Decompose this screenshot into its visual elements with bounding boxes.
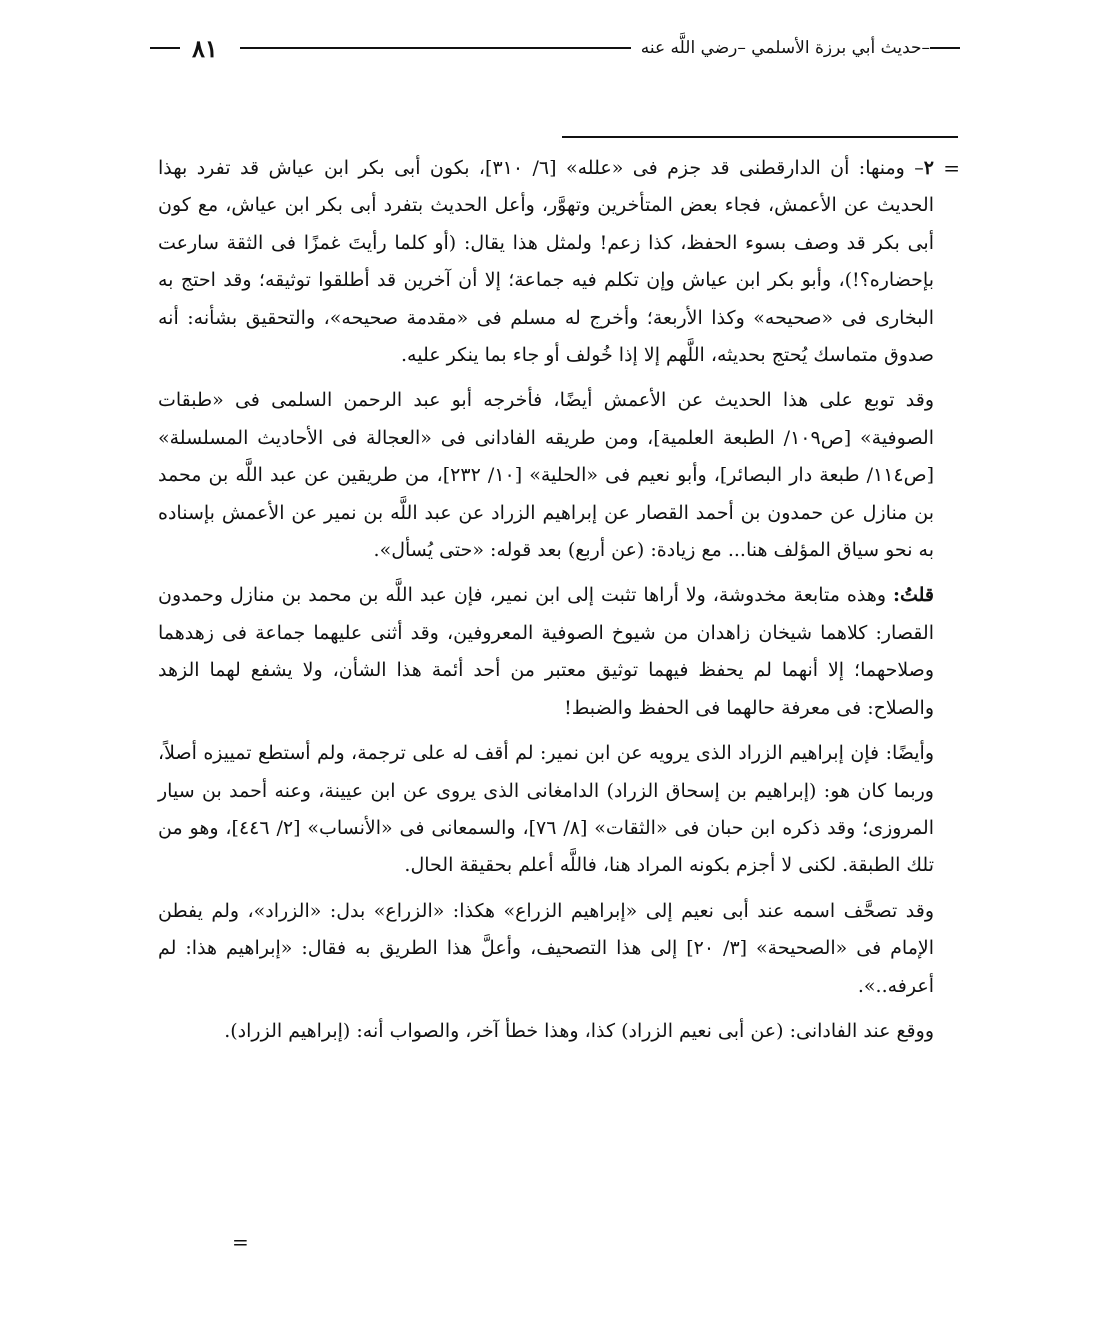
footnote-paragraph-6: ووقع عند الفادانى: (عن أبى نعيم الزراد) كذا، وهذا خطأ آخر، والصواب أنه: (إبراهيم الزراد). [224, 1019, 934, 1042]
footnote-paragraph-5: وقد تصحَّف اسمه عند أبى نعيم إلى «إبراهيم الزراع» هكذا: «الزراع» بدل: «الزراد»، ولم يفطن الإمام فى «الصحيحة» [٣/ ٢٠] إلى هذا التصحيف، وأعلَّ هذا الطريق به فقال: «إبراهيم هذا: لم أعرفه..». [158, 899, 934, 997]
header-dash-left [150, 47, 180, 49]
continuation-mark-start: = [943, 156, 960, 180]
footnote-paragraph-2: وقد توبع على هذا الحديث عن الأعمش أيضًا، فأخرجه أبو عبد الرحمن السلمى فى «طبقات الصوفية» [ص١٠٩/ الطبعة العلمية]، ومن طريقه الفادانى فى «العجالة فى الأحاديث المسلسلة» [ص١١٤/ طبعة دار البصائر]، وأبو نعيم فى «الحلية» [١٠/ ٢٣٢]، من طريقين عن عبد اللَّه بن محمد بن منازل عن حمدون بن أحمد القصار عن إبراهيم الزراد عن عبد اللَّه بن نمير عن الأعمش بإسناده به نحو سياق المؤلف هنا... مع زيادة: (عن أربع) بعد قوله: «حتى يُسأل». [158, 389, 934, 562]
footnote-paragraph-3-text: وهذه متابعة مخدوشة، ولا أراها تثبت إلى ابن نمير، فإن عبد اللَّه بن محمد بن منازل وحمدون القصار: كلاهما شيخان زاهدان من شيوخ الصوفية المعروفين، وقد أثنى عليهما جماعة فى زهدهما وصلاحهما؛ إلا أنهما لم يحفظ فيهما توثيق معتبر من أحد أئمة هذا الشأن، ولا يشفع لهما الزهد والصلاح: فى معرفة حالهما فى الحفظ والضبط! [158, 584, 934, 719]
footnote-paragraph-3 [158, 577, 934, 727]
footnote-paragraph-1 [158, 150, 960, 374]
footnote-paragraph-1-text: – ومنها: أن الدارقطنى قد جزم فى «علله» [٦/ ٣١٠]، بكون أبى بكر ابن عياش قد تفرد بهذا الحديث عن الأعمش، فجاء بعض المتأخرين وتهوَّر، وأعل الحديث بتفرد أبى بكر ابن عياش، مع كون أبى بكر قد وصف بسوء الحفظ، كذا زعم! ولمثل هذا يقال: (أو كلما رأيتَ غمزًا فى الثقة سارعت بإحضاره؟!)، وأبو بكر ابن عياش وإن تكلم فيه جماعة؛ إلا أن آخرين قد أطلقوا توثيقه؛ وقد احتج به البخارى فى «صحيحه» وكذا الأربعة؛ وأخرج له مسلم فى «مقدمة صحيحه»، والتحقيق بشأنه: أنه صدوق متماسك يُحتج بحديثه، اللَّهم إلا إذا خُولف أو جاء بما ينكر عليه. [158, 157, 934, 367]
footnote-item-number: ٢ [923, 157, 934, 179]
header-dash-right [930, 47, 960, 49]
page-header [150, 30, 960, 66]
running-title: حديث أبي برزة الأسلمي –رضي اللَّه عنه– [640, 38, 930, 58]
header-rule [240, 47, 631, 49]
qultu-label: قلتُ: [892, 584, 934, 607]
continuation-mark-end: = [232, 1230, 249, 1254]
footnote-body [158, 150, 960, 1058]
footnote-paragraph-4: وأيضًا: فإن إبراهيم الزراد الذى يرويه عن ابن نمير: لم أقف له على ترجمة، ولم أستطع تمييزه أصلاً، وربما كان هو: (إبراهيم بن إسحاق الزراد) الدامغانى الذى يروى عن ابن عيينة، وعنه أحمد بن سيار المروزى؛ وقد ذكره ابن حبان فى «الثقات» [٨/ ٧٦]، والسمعانى فى «الأنساب» [٢/ ٤٤٦]، وهو من تلك الطبقة. لكنى لا أجزم بكونه المراد هنا، فاللَّه أعلم بحقيقة الحال. [158, 742, 934, 877]
page-number: ٨١ [192, 33, 218, 63]
footnote-separator [562, 136, 958, 138]
